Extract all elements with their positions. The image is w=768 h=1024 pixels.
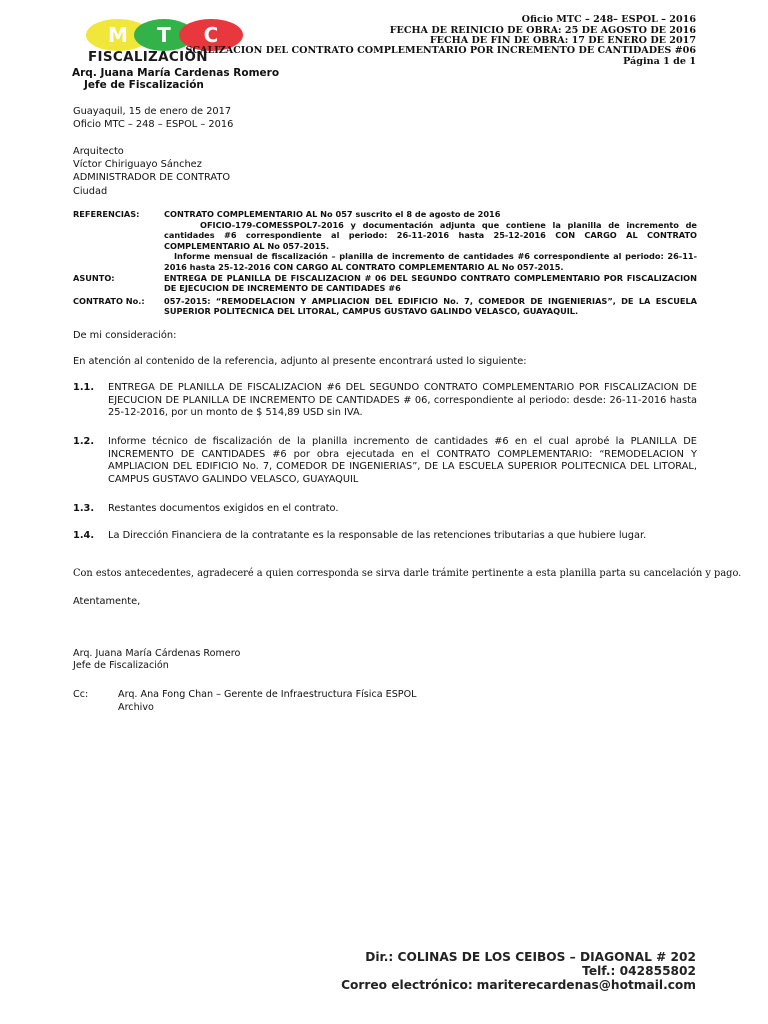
list-item-number: 1.3. [73,503,95,514]
ref-value-2: OFICIO-179-COMESSPOL7-2016 y documentación adjunta que contiene la planilla de incremento de cantidades #6 correspondiente al periodo: 26-11-2016 hasta 25-12-2016 CON CARGO AL CONTRATO COMPLEMENTARIO AL No 057-2015. [164,219,697,251]
cc-block [73,689,416,714]
ref-row-referencias [73,209,697,220]
header-fecha-reinicio: FECHA DE REINICIO DE OBRA: 25 DE AGOSTO DE 2016 [389,24,696,36]
header-signer-name: Arq. Juana María Cardenas Romero [72,67,280,79]
signature-title: Jefe de Fiscalización [73,660,169,672]
greeting: De mi consideración: [73,330,177,341]
logo-letter-c: C [203,23,219,47]
asunto-value: ENTREGA DE PLANILLA DE FISCALIZACION # 06 DEL SEGUNDO CONTRATO COMPLEMENTARIO POR FISCALIZACION DE EJECUCION DE INCREMENTO DE CANTIDADES #6 [164,272,697,294]
logo-letter-t: T [157,23,171,47]
header-oficio: Oficio MTC – 248– ESPOL – 2016 [521,14,696,25]
recipient-title: Arquitecto [73,146,124,157]
header-signer [72,67,279,91]
logo-letter-m: M [108,23,128,47]
asunto-key: ASUNTO: [73,272,115,283]
signature-block [73,648,240,672]
header-page-number: Página 1 de 1 [623,56,696,67]
references-table [73,209,697,317]
ref-row-informe [73,251,697,272]
intro-paragraph: En atención al contenido de la referencia, adjunto al presente encontrará usted lo siguiente: [73,356,527,367]
list-item-text: La Dirección Financiera de la contratante es la responsable de las retenciones tributarias a que hubiere lugar. [108,530,647,541]
contrato-key: CONTRATO No.: [73,295,145,306]
logo-subtitle: FISCALIZACIÓN [88,49,208,65]
cc-recipient: Arq. Ana Fong Chan – Gerente de Infraestructura Física ESPOL [118,689,417,700]
ref-row-contrato [73,296,697,317]
footer-email-label: Correo electrónico: [341,978,473,993]
ref-key: REFERENCIAS: [73,209,140,219]
list-item-text: Informe técnico de fiscalización de la planilla incremento de cantidades #6 en el cual aprobé la PLANILLA DE INCREMENTO DE CANTIDADES #6 por obra ejecutada en el CONTRATO COMPLEMENTARIO: “REMODELACION Y AMPLIACION DEL EDIFICIO No. 7, COMEDOR DE INGENIERIAS”, DE LA ESCUELA SUPERIOR POLITECNICA DEL LITORAL, CAMPUS GUSTAVO GALINDO VELASCO, GUAYAQUIL [108,436,697,485]
cc-archive: Archivo [118,701,154,713]
ref-row-oficio [73,220,697,252]
date-line: Guayaquil, 15 de enero de 2017 [73,106,232,117]
header-subject: SCALIZACION DEL CONTRATO COMPLEMENTARIO POR INCREMENTO DE CANTIDADES #06 [185,45,696,56]
header-block [390,15,696,47]
list-item-text: Restantes documentos exigidos en el contrato. [108,503,339,514]
recipient-city: Ciudad [73,185,108,197]
oficio-line: Oficio MTC – 248 – ESPOL – 2016 [73,119,234,131]
signature-name: Arq. Juana María Cárdenas Romero [73,648,241,659]
footer-address: Dir.: COLINAS DE LOS CEIBOS – DIAGONAL # 202 [365,950,696,964]
list-item [73,436,697,486]
list-item-number: 1.1. [73,382,95,393]
ref-value-3: Informe mensual de fiscalización – planilla de incremento de cantidades #6 correspondiente al periodo: 26-11-2016 hasta 25-12-2016 CON CARGO AL CONTRATO COMPLEMENTARIO AL No 057-2015. [164,251,697,272]
ref-value-1: CONTRATO COMPLEMENTARIO AL No 057 suscrito el 8 de agosto de 2016 [164,209,501,219]
ref-row-asunto [73,273,697,294]
header-signer-title: Jefe de Fiscalización [84,79,204,91]
farewell: Atentamente, [73,596,141,607]
list-item-text: ENTREGA DE PLANILLA DE FISCALIZACION #6 DEL SEGUNDO CONTRATO COMPLEMENTARIO POR FISCALIZACION DE EJECUCION DE PLANILLA DE INCREMENTO DE CANTIDADES # 06, correspondiente al periodo: desde: 26-11-2016 hasta 25-12-2016, por un monto de $ 514,89 USD sin IVA. [108,382,697,419]
contrato-value: 057-2015: “REMODELACION Y AMPLIACION DEL EDIFICIO No. 7, COMEDOR DE INGENIERIAS”, DE LA ESCUELA SUPERIOR POLITECNICA DEL LITORAL, CAMPUS GUSTAVO GALINDO VELASCO, GUAYAQUIL. [164,295,697,317]
recipient-block [73,145,230,198]
list-item [73,530,697,543]
list-item-number: 1.4. [73,530,95,541]
header-fecha-fin: FECHA DE FIN DE OBRA: 17 DE ENERO DE 2017 [429,35,696,47]
recipient-role: ADMINISTRADOR DE CONTRATO [73,172,231,184]
closing-paragraph: Con estos antecedentes, agradeceré a quien corresponda se sirva darle trámite pertinente a esta planilla parta su cancelación y pago. [73,568,742,579]
footer-phone: Telf.: 042855802 [582,964,696,979]
date-block [73,105,233,131]
header-page-block [623,57,696,68]
footer-contact [341,950,696,993]
list-item-number: 1.2. [73,436,95,447]
list-item [73,503,697,516]
cc-key: Cc: [73,689,89,700]
list-item [73,382,697,420]
recipient-name: Víctor Chiriguayo Sánchez [73,159,202,171]
footer-email-link[interactable]: mariterecardenas@hotmail.com [476,978,696,993]
